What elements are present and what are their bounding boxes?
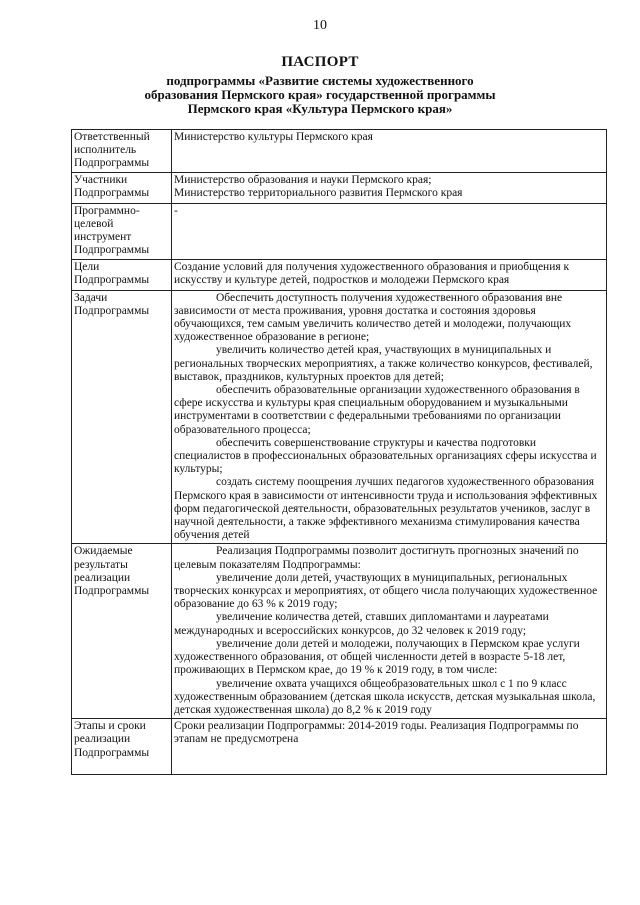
row-paragraph: создать систему поощрения лучших педагогов художественного образования Пермского края в зависимости от интенсивности труда и использования эффективных форм педагогической деятельности, образовательных результатов учеников, заслуг в научной деятельности, а также эффективного механизма стимулирования качества обучения детей bbox=[174, 476, 598, 542]
row-label: Ожидаемые результаты реализации Подпрограммы bbox=[74, 545, 150, 598]
row-value-cell bbox=[172, 259, 607, 290]
row-paragraph: увеличение доли детей и молодежи, получающих в Пермском крае услуги художественного образования, от общей численности детей в возрасте 5-18 лет, проживающих в Пермском крае, до 19 % к 2019 году, в том числе: bbox=[174, 637, 580, 677]
row-label-cell bbox=[72, 719, 172, 775]
page-number: 10 bbox=[313, 18, 327, 33]
row-label-cell bbox=[72, 544, 172, 719]
table-row bbox=[72, 290, 607, 544]
row-label: Ответственный исполнитель Подпрограммы bbox=[74, 131, 150, 170]
document-subtitle bbox=[60, 74, 580, 116]
passport-table bbox=[71, 129, 607, 775]
table-row bbox=[72, 719, 607, 775]
row-value-cell bbox=[172, 719, 607, 775]
row-value-cell bbox=[172, 290, 607, 544]
row-label-cell bbox=[72, 203, 172, 259]
row-paragraph: обеспечить образовательные организации художественного образования в сфере искусства и культуры края специальным оборудованием и музыкальными инструментами в соответствии с федеральными требованиями по организации образовательного процесса; bbox=[174, 384, 580, 436]
table-row bbox=[72, 259, 607, 290]
row-paragraph: Реализация Подпрограммы позволит достигнуть прогнозных значений по целевым показателям Подпрограммы: bbox=[174, 545, 579, 571]
subtitle-line: подпрограммы «Развитие системы художественного bbox=[166, 73, 474, 88]
row-paragraph: обеспечить совершенствование структуры и качества подготовки специалистов в профессиональных образовательных организациях сферы искусства и культуры; bbox=[174, 436, 597, 476]
table-row bbox=[72, 172, 607, 203]
row-paragraph: - bbox=[174, 204, 178, 217]
row-label: Задачи Подпрограммы bbox=[74, 291, 150, 317]
row-paragraph: Министерство образования и науки Пермского края; bbox=[174, 173, 432, 186]
row-paragraph: Министерство территориального развития Пермского края bbox=[174, 186, 463, 199]
row-paragraph: Министерство культуры Пермского края bbox=[174, 131, 373, 143]
table-row bbox=[72, 130, 607, 173]
row-label-cell bbox=[72, 290, 172, 544]
row-label: Цели Подпрограммы bbox=[74, 260, 150, 286]
document-title: ПАСПОРТ bbox=[281, 54, 359, 70]
row-value-cell bbox=[172, 172, 607, 203]
subtitle-line: образования Пермского края» государственной программы bbox=[144, 87, 496, 102]
row-paragraph: увеличение доли детей, участвующих в муниципальных, региональных творческих конкурсах и мероприятиях, от общего числа получающих художественное образование до 63 % к 2019 году; bbox=[174, 571, 598, 611]
row-paragraph: увеличение охвата учащихся общеобразовательных школ с 1 по 9 класс художественным образованием (детская школа искусств, детская музыкальная школа, детская художественная школа) до 8,2 % к 2019 году bbox=[174, 677, 596, 716]
row-paragraph: увеличение количества детей, ставших дипломантами и лауреатами международных и всероссийских конкурсов, до 32 человек к 2019 году; bbox=[174, 611, 549, 637]
row-label: Этапы и сроки реализации Подпрограммы bbox=[74, 720, 150, 759]
row-value-cell bbox=[172, 130, 607, 173]
row-label-cell bbox=[72, 172, 172, 203]
row-label: Участники Подпрограммы bbox=[74, 173, 150, 199]
row-label: Программно-целевой инструмент Подпрограммы bbox=[74, 204, 150, 257]
row-label-cell bbox=[72, 259, 172, 290]
subtitle-line: Пермского края «Культура Пермского края» bbox=[187, 101, 453, 116]
table-row bbox=[72, 203, 607, 259]
row-paragraph: увеличить количество детей края, участвующих в муниципальных и региональных творческих мероприятиях, а также количество конкурсов, фестивалей, выставок, праздников, культурных проектов для детей; bbox=[174, 344, 593, 383]
row-value-cell bbox=[172, 544, 607, 719]
table-row bbox=[72, 544, 607, 719]
row-paragraph: Сроки реализации Подпрограммы: 2014-2019 годы. Реализация Подпрограммы по этапам не предусмотрена bbox=[174, 720, 579, 746]
row-value-cell bbox=[172, 203, 607, 259]
row-paragraph: Создание условий для получения художественного образования и приобщения к искусству и культуре детей, подростков и молодежи Пермского края bbox=[174, 260, 570, 286]
row-label-cell bbox=[72, 130, 172, 173]
row-paragraph: Обеспечить доступность получения художественного образования вне зависимости от места проживания, уровня достатка и состояния здоровья обучающихся, тем самым увеличить количество детей и молодежи, получающих художественное образование в регионе; bbox=[174, 291, 572, 344]
